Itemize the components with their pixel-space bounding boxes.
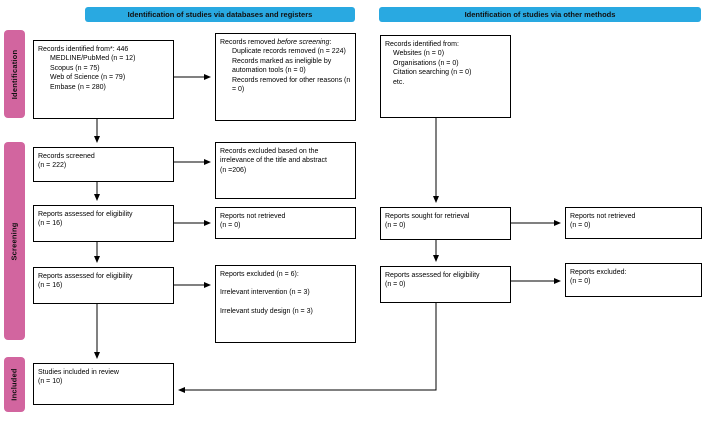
records-removed-item: Records marked as ineligible by automation tools (n = 0) xyxy=(232,57,332,75)
box-reports-not-retrieved xyxy=(215,207,356,239)
reports-excluded-line: Reports excluded (n = 6): xyxy=(220,271,299,278)
records-identified-item: MEDLINE/PubMed (n = 12) xyxy=(50,55,136,63)
studies-included-count: (n = 10) xyxy=(38,378,63,386)
records-identified-other-item: Websites (n = 0) xyxy=(393,50,445,58)
records-identified-item: Scopus (n = 75) xyxy=(50,64,100,72)
records-identified-other-title: Records identified from: xyxy=(385,41,459,48)
box-records-identified xyxy=(33,40,174,119)
reports-assessed-2-label: Reports assessed for eligibility xyxy=(38,273,133,280)
box-reports-excluded-other xyxy=(565,263,702,297)
studies-included-label: Studies included in review xyxy=(38,369,119,376)
box-reports-assessed-1 xyxy=(33,205,174,242)
box-records-removed xyxy=(215,33,356,121)
records-excluded-label: Records excluded based on the irrelevance of the title and abstract xyxy=(220,148,328,165)
records-screened-label: Records screened xyxy=(38,153,95,160)
box-reports-assessed-other xyxy=(380,266,511,303)
reports-not-retrieved-other-count: (n = 0) xyxy=(570,222,591,230)
reports-excluded-line: Irrelevant study design (n = 3) xyxy=(220,307,313,315)
box-reports-assessed-2 xyxy=(33,267,174,304)
records-identified-other-item: Citation searching (n = 0) xyxy=(393,69,472,77)
box-records-identified-other xyxy=(380,35,511,118)
stage-label-included xyxy=(4,357,25,412)
records-identified-item: Embase (n = 280) xyxy=(50,83,106,91)
records-removed-title: Records removed before screening: xyxy=(220,39,332,46)
reports-sought-other-label: Reports sought for retrieval xyxy=(385,213,470,220)
reports-assessed-other-label: Reports assessed for eligibility xyxy=(385,272,480,279)
reports-assessed-1-count: (n = 16) xyxy=(38,220,63,228)
box-records-excluded xyxy=(215,142,356,199)
records-removed-item: Records removed for other reasons (n = 0) xyxy=(232,76,351,94)
records-removed-item: Duplicate records removed (n = 224) xyxy=(232,48,346,56)
reports-not-retrieved-count: (n = 0) xyxy=(220,222,241,230)
records-excluded-count: (n =206) xyxy=(220,166,247,174)
records-identified-other-item: etc. xyxy=(393,78,405,86)
stage-label-screening xyxy=(4,142,25,340)
stage-label-identification xyxy=(4,30,25,118)
reports-assessed-2-count: (n = 16) xyxy=(38,282,63,290)
reports-not-retrieved-label: Reports not retrieved xyxy=(220,213,286,220)
header-databases-registers: Identification of studies via databases and registers xyxy=(85,7,355,22)
reports-excluded-other-count: (n = 0) xyxy=(570,278,591,286)
reports-sought-other-count: (n = 0) xyxy=(385,222,406,230)
records-identified-other-item: Organisations (n = 0) xyxy=(393,59,459,67)
reports-excluded-other-label: Reports excluded: xyxy=(570,269,627,276)
records-screened-count: (n = 222) xyxy=(38,162,67,170)
stage-label-identification-text: Identification xyxy=(10,49,19,99)
header-other-methods: Identification of studies via other methods xyxy=(379,7,701,22)
reports-assessed-1-label: Reports assessed for eligibility xyxy=(38,211,133,218)
box-studies-included xyxy=(33,363,174,405)
box-reports-sought-other xyxy=(380,207,511,240)
records-identified-item: Web of Science (n = 79) xyxy=(50,74,126,82)
records-identified-title: Records identified from*: 446 xyxy=(38,46,129,53)
reports-excluded-line: Irrelevant intervention (n = 3) xyxy=(220,289,310,297)
reports-not-retrieved-other-label: Reports not retrieved xyxy=(570,213,636,220)
stage-label-included-text: Included xyxy=(10,368,19,401)
box-reports-excluded xyxy=(215,265,356,343)
reports-assessed-other-count: (n = 0) xyxy=(385,281,406,289)
box-reports-not-retrieved-other xyxy=(565,207,702,239)
box-records-screened xyxy=(33,147,174,182)
stage-label-screening-text: Screening xyxy=(10,221,19,261)
